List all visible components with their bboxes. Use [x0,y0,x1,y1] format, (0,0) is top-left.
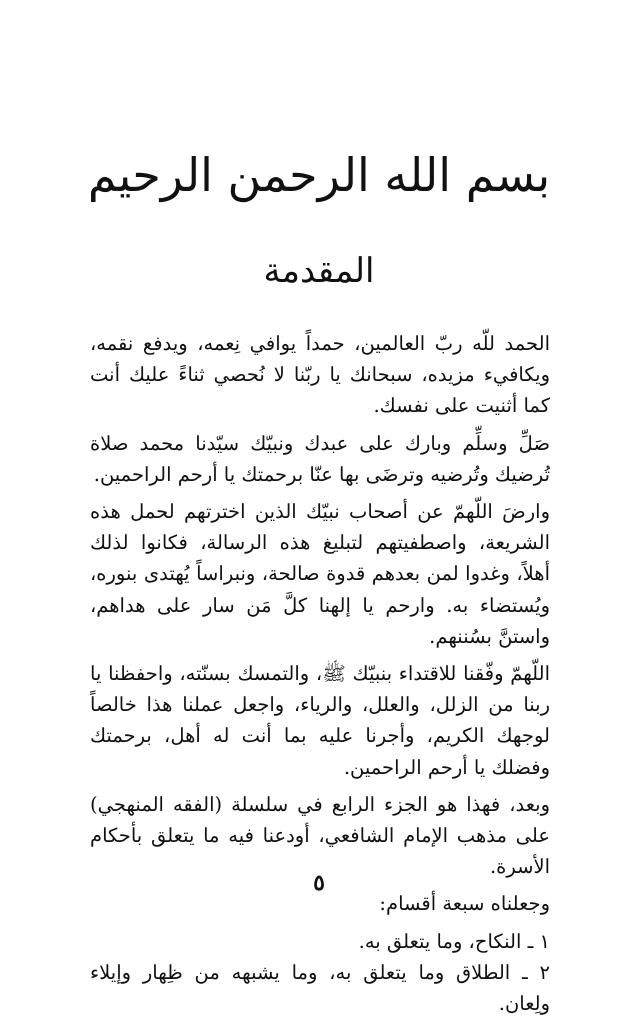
paragraph-praise: الحمد للّه ربّ العالمين، حمداً يوافي نِعمه، ويدفع نقمه، ويكافيء مزيده، سبحانك يا ربّنا لا نُحصي ثناءً عليك أنت كما أثنيت على نفسك. [90,332,550,418]
paragraph-supplication: اللّهمّ وفّقنا للاقتداء بنبيّك ﷺ، والتمسك بسنّته، واحفظنا يا ربنا من الزلل، والعلل، والرياء، واجعل عملنا هذا خالصاً لوجهك الكريم، وأجرنا عليه بما أنت له أهل، برحمتك وفضلك يا أرحم الراحمين. [90,662,550,779]
list-item: ٢ ـ الطلاق وما يتعلق به، وما يشبهه من ظِهار وإيلاء ولِعان. [90,960,550,1016]
paragraph-salutation: صَلِّ وسلِّم وبارك على عبدك ونبيّك سيّدنا محمد صلاة تُرضيك وتُرضيه وترضَى بها عنّا برحمتك يا أرحم الراحمين. [90,431,550,486]
basmala-heading: بسم الله الرحمن الرحيم [87,148,551,202]
page-number: ٥ [313,870,325,896]
paragraph-companions: وارضَ اللّهمّ عن أصحاب نبيّك الذين اخترتهم لحمل هذه الشريعة، واصطفيتهم لتبليغ هذه الرسالة، فكانوا لذلك أهلاً، وغدوا لمن بعدهم قدوة صالحة، ونبراساً يُهتدى بنوره، ويُستضاء به. وارحم يا إلهنا كلَّ مَن سار على هداهم، واستنَّ بسُننهم. [90,500,550,648]
body-text [90,328,550,1019]
paragraph-introduction: وبعد، فهذا هو الجزء الرابع في سلسلة (الفقه المنهجي) على مذهب الإمام الشافعي، أودعنا فيه ما يتعلق بأحكام الأسرة. [90,792,550,879]
page-title: المقدمة [263,251,375,291]
paragraph-sections-intro: وجعلناه سبعة أقسام: [379,892,550,916]
list-item: ١ ـ النكاح، وما يتعلق به. [358,929,550,953]
